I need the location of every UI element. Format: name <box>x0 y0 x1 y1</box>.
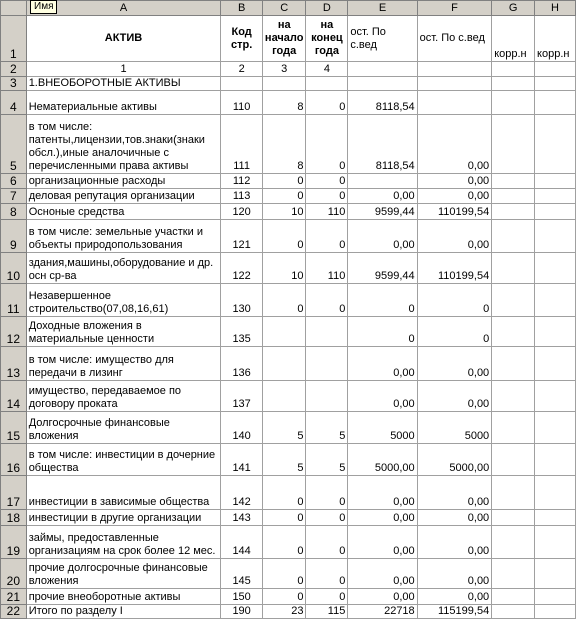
cell-code[interactable]: 121 <box>221 220 263 253</box>
cell-start-year[interactable] <box>262 317 306 347</box>
cell-end-year[interactable] <box>306 381 348 412</box>
cell-aktiv[interactable]: Незавершенное строительство(07,08,16,61) <box>26 284 221 317</box>
cell-f[interactable]: 0 <box>417 317 492 347</box>
cell-f[interactable]: 0,00 <box>417 220 492 253</box>
row-header[interactable]: 15 <box>1 412 27 444</box>
cell-aktiv[interactable]: Нематериальные активы <box>26 91 221 115</box>
column-header-g[interactable]: G <box>492 1 535 16</box>
cell-h[interactable] <box>535 115 576 174</box>
cell-h[interactable] <box>535 174 576 189</box>
cell-h[interactable] <box>535 381 576 412</box>
cell-g[interactable] <box>492 510 535 526</box>
cell-start-year[interactable]: 10 <box>262 253 306 284</box>
cell-header-end-year[interactable]: на конец года <box>306 16 348 62</box>
cell-h[interactable] <box>535 476 576 510</box>
cell-h[interactable] <box>535 559 576 589</box>
cell-g[interactable] <box>492 115 535 174</box>
cell-e[interactable]: 0,00 <box>348 189 417 204</box>
row-header[interactable]: 11 <box>1 284 27 317</box>
cell-start-year[interactable] <box>262 347 306 381</box>
cell-header-e[interactable]: ост. По с.вед <box>348 16 417 62</box>
cell-start-year[interactable]: 0 <box>262 510 306 526</box>
cell-f[interactable]: 5000,00 <box>417 444 492 476</box>
table-row <box>1 510 576 526</box>
cell-h[interactable] <box>535 444 576 476</box>
cell-start-year[interactable]: 0 <box>262 174 306 189</box>
cell-g[interactable] <box>492 381 535 412</box>
column-header-f[interactable]: F <box>417 1 492 16</box>
cell[interactable] <box>492 62 535 77</box>
table-row <box>1 189 576 204</box>
cell-g[interactable] <box>492 91 535 115</box>
cell-aktiv[interactable]: Долгосрочные финансовые вложения <box>26 412 221 444</box>
cell-g[interactable] <box>492 476 535 510</box>
cell[interactable] <box>417 62 492 77</box>
cell-f[interactable]: 0,00 <box>417 510 492 526</box>
cell-header-aktiv[interactable]: АКТИВ <box>26 16 221 62</box>
cell-e[interactable]: 5000 <box>348 412 417 444</box>
cell-f[interactable]: 0,00 <box>417 174 492 189</box>
name-box-tooltip: Имя <box>30 0 57 14</box>
table-row <box>1 444 576 476</box>
cell-end-year[interactable]: 0 <box>306 220 348 253</box>
cell-aktiv[interactable]: Итого по разделу I <box>26 605 221 619</box>
cell-e[interactable]: 0,00 <box>348 589 417 605</box>
cell-end-year[interactable]: 0 <box>306 476 348 510</box>
cell-code[interactable]: 144 <box>221 526 263 559</box>
cell-g[interactable] <box>492 77 535 91</box>
cell-end-year[interactable]: 110 <box>306 204 348 220</box>
cell-start-year[interactable]: 5 <box>262 412 306 444</box>
cell-h[interactable] <box>535 526 576 559</box>
cell-end-year[interactable]: 0 <box>306 510 348 526</box>
cell-e[interactable]: 9599,44 <box>348 253 417 284</box>
cell-aktiv[interactable]: деловая репутация организации <box>26 189 221 204</box>
cell-e[interactable]: 8118,54 <box>348 115 417 174</box>
table-row <box>1 220 576 253</box>
cell-code[interactable]: 110 <box>221 91 263 115</box>
cell-end-year[interactable]: 110 <box>306 253 348 284</box>
cell-h[interactable] <box>535 412 576 444</box>
cell-aktiv[interactable]: в том числе: патенты,лицензии,тов.знаки(знаки обсл.),иные аналочичные с перечисленными права активы <box>26 115 221 174</box>
cell-end-year[interactable]: 0 <box>306 91 348 115</box>
cell-code[interactable]: 142 <box>221 476 263 510</box>
cell-f[interactable]: 0,00 <box>417 115 492 174</box>
cell-h[interactable] <box>535 347 576 381</box>
table-row <box>1 115 576 174</box>
cell-f[interactable]: 0,00 <box>417 526 492 559</box>
table-row <box>1 317 576 347</box>
cell-aktiv[interactable]: инвестиции в зависимые общества <box>26 476 221 510</box>
cell-h[interactable] <box>535 317 576 347</box>
cell-e[interactable]: 0,00 <box>348 381 417 412</box>
table-row <box>1 526 576 559</box>
row-header[interactable]: 4 <box>1 91 27 115</box>
cell-end-year[interactable]: 0 <box>306 589 348 605</box>
cell-aktiv[interactable]: 1.ВНЕОБОРОТНЫЕ АКТИВЫ <box>26 77 221 91</box>
row-header[interactable]: 10 <box>1 253 27 284</box>
row-header[interactable]: 16 <box>1 444 27 476</box>
select-all-corner[interactable] <box>1 1 27 16</box>
cell-g[interactable] <box>492 189 535 204</box>
cell-aktiv[interactable]: инвестиции в другие организации <box>26 510 221 526</box>
cell-aktiv[interactable]: в том числе: имущество для передачи в лизинг <box>26 347 221 381</box>
table-row <box>1 91 576 115</box>
cell-start-year[interactable]: 8 <box>262 115 306 174</box>
cell-code[interactable]: 190 <box>221 605 263 619</box>
cell-e[interactable]: 0,00 <box>348 347 417 381</box>
cell-start-year[interactable]: 0 <box>262 526 306 559</box>
cell-end-year[interactable] <box>306 347 348 381</box>
cell-start-year[interactable] <box>262 381 306 412</box>
cell-g[interactable] <box>492 220 535 253</box>
table-row <box>1 412 576 444</box>
row-header[interactable]: 9 <box>1 220 27 253</box>
cell-start-year[interactable]: 0 <box>262 476 306 510</box>
cell-col-number[interactable]: 3 <box>262 62 306 77</box>
cell-f[interactable]: 110199,54 <box>417 253 492 284</box>
cell-code[interactable]: 143 <box>221 510 263 526</box>
cell-code[interactable]: 130 <box>221 284 263 317</box>
cell-code[interactable]: 150 <box>221 589 263 605</box>
cell-code[interactable]: 140 <box>221 412 263 444</box>
cell-end-year[interactable]: 0 <box>306 526 348 559</box>
table-row <box>1 174 576 189</box>
cell-end-year[interactable] <box>306 77 348 91</box>
cell-code[interactable]: 111 <box>221 115 263 174</box>
cell-e[interactable] <box>348 77 417 91</box>
cell-header-h[interactable]: корр.н <box>535 16 576 62</box>
cell-aktiv[interactable]: прочие внеоборотные активы <box>26 589 221 605</box>
column-header-a[interactable]: A <box>26 1 221 16</box>
table-row <box>1 204 576 220</box>
cell-aktiv[interactable]: займы, предоставленные организациям на срок более 12 мес. <box>26 526 221 559</box>
cell-g[interactable] <box>492 347 535 381</box>
cell-code[interactable]: 141 <box>221 444 263 476</box>
cell-col-number[interactable]: 1 <box>26 62 221 77</box>
cell-aktiv[interactable]: в том числе: земельные участки и объекты природопользования <box>26 220 221 253</box>
cell-e[interactable]: 8118,54 <box>348 91 417 115</box>
cell-start-year[interactable]: 0 <box>262 589 306 605</box>
cell-f[interactable]: 0,00 <box>417 381 492 412</box>
cell[interactable] <box>535 62 576 77</box>
cell-h[interactable] <box>535 91 576 115</box>
column-header-d[interactable]: D <box>306 1 348 16</box>
cell-f[interactable]: 115199,54 <box>417 605 492 619</box>
cell-e[interactable]: 0,00 <box>348 510 417 526</box>
row-header[interactable]: 20 <box>1 559 27 589</box>
cell-h[interactable] <box>535 189 576 204</box>
cell-col-number[interactable]: 2 <box>221 62 263 77</box>
cell-f[interactable]: 0,00 <box>417 347 492 381</box>
cell-f[interactable]: 0,00 <box>417 589 492 605</box>
cell-code[interactable]: 122 <box>221 253 263 284</box>
cell-f[interactable]: 0,00 <box>417 476 492 510</box>
row-header[interactable]: 13 <box>1 347 27 381</box>
cell-end-year[interactable]: 0 <box>306 189 348 204</box>
cell-g[interactable] <box>492 559 535 589</box>
cell-code[interactable]: 137 <box>221 381 263 412</box>
cell-g[interactable] <box>492 174 535 189</box>
cell-end-year[interactable]: 0 <box>306 559 348 589</box>
cell-start-year[interactable]: 8 <box>262 91 306 115</box>
table-row <box>1 253 576 284</box>
cell-header-g[interactable]: корр.н <box>492 16 535 62</box>
cell-end-year[interactable]: 0 <box>306 284 348 317</box>
cell-aktiv[interactable]: прочие долгосрочные финансовые вложения <box>26 559 221 589</box>
cell-g[interactable] <box>492 317 535 347</box>
cell-start-year[interactable] <box>262 77 306 91</box>
table-row <box>1 284 576 317</box>
cell-code[interactable]: 136 <box>221 347 263 381</box>
cell-start-year[interactable]: 0 <box>262 220 306 253</box>
cell-e[interactable]: 0,00 <box>348 526 417 559</box>
cell-g[interactable] <box>492 444 535 476</box>
cell-h[interactable] <box>535 220 576 253</box>
cell-g[interactable] <box>492 526 535 559</box>
cell-f[interactable]: 5000 <box>417 412 492 444</box>
cell-f[interactable]: 0,00 <box>417 559 492 589</box>
cell-h[interactable] <box>535 284 576 317</box>
table-row <box>1 77 576 91</box>
cell-e[interactable]: 22718 <box>348 605 417 619</box>
row-header[interactable]: 1 <box>1 16 27 62</box>
cell-e[interactable]: 5000,00 <box>348 444 417 476</box>
cell-header-f[interactable]: ост. По с.вед <box>417 16 492 62</box>
cell-code[interactable]: 112 <box>221 174 263 189</box>
column-header-c[interactable]: C <box>262 1 306 16</box>
cell-f[interactable]: 110199,54 <box>417 204 492 220</box>
cell-f[interactable]: 0,00 <box>417 189 492 204</box>
row-header[interactable]: 19 <box>1 526 27 559</box>
row-header[interactable]: 17 <box>1 476 27 510</box>
table-row <box>1 381 576 412</box>
cell-f[interactable]: 0 <box>417 284 492 317</box>
cell-h[interactable] <box>535 589 576 605</box>
table-row <box>1 559 576 589</box>
row-header[interactable]: 6 <box>1 174 27 189</box>
cell-start-year[interactable]: 0 <box>262 189 306 204</box>
cell-f[interactable] <box>417 91 492 115</box>
cell-code[interactable]: 120 <box>221 204 263 220</box>
cell-e[interactable]: 0,00 <box>348 476 417 510</box>
cell-end-year[interactable]: 0 <box>306 174 348 189</box>
row-header[interactable]: 3 <box>1 77 27 91</box>
cell-e[interactable] <box>348 174 417 189</box>
cell-aktiv[interactable]: здания,машины,оборудование и др. осн ср-ва <box>26 253 221 284</box>
cell-g[interactable] <box>492 412 535 444</box>
cell-start-year[interactable]: 0 <box>262 559 306 589</box>
cell-g[interactable] <box>492 253 535 284</box>
cell-h[interactable] <box>535 77 576 91</box>
cell-code[interactable]: 135 <box>221 317 263 347</box>
cell-g[interactable] <box>492 204 535 220</box>
table-row <box>1 347 576 381</box>
cell-header-start-year[interactable]: на начало года <box>262 16 306 62</box>
table-row <box>1 589 576 605</box>
row-header[interactable]: 12 <box>1 317 27 347</box>
row-header[interactable]: 8 <box>1 204 27 220</box>
column-header-h[interactable]: H <box>535 1 576 16</box>
cell-code[interactable]: 113 <box>221 189 263 204</box>
cell-e[interactable]: 0 <box>348 284 417 317</box>
cell-aktiv[interactable]: Осноные средства <box>26 204 221 220</box>
cell-e[interactable]: 9599,44 <box>348 204 417 220</box>
cell-e[interactable]: 0,00 <box>348 559 417 589</box>
column-header-b[interactable]: B <box>221 1 263 16</box>
cell-aktiv[interactable]: Доходные вложения в материальные ценности <box>26 317 221 347</box>
column-header-e[interactable]: E <box>348 1 417 16</box>
row-header[interactable]: 18 <box>1 510 27 526</box>
cell-h[interactable] <box>535 253 576 284</box>
cell-start-year[interactable]: 5 <box>262 444 306 476</box>
cell-end-year[interactable]: 115 <box>306 605 348 619</box>
cell-end-year[interactable]: 5 <box>306 444 348 476</box>
cell-aktiv[interactable]: организационные расходы <box>26 174 221 189</box>
cell-f[interactable] <box>417 77 492 91</box>
cell-e[interactable]: 0,00 <box>348 220 417 253</box>
cell-start-year[interactable]: 23 <box>262 605 306 619</box>
cell-end-year[interactable] <box>306 317 348 347</box>
cell-g[interactable] <box>492 284 535 317</box>
row-header[interactable]: 14 <box>1 381 27 412</box>
row-header[interactable]: 7 <box>1 189 27 204</box>
table-row <box>1 476 576 510</box>
cell-code[interactable] <box>221 77 263 91</box>
row-header[interactable]: 2 <box>1 62 27 77</box>
cell-col-number[interactable]: 4 <box>306 62 348 77</box>
cell-e[interactable]: 0 <box>348 317 417 347</box>
cell-aktiv[interactable]: в том числе: инвестиции в дочерние общества <box>26 444 221 476</box>
cell-aktiv[interactable]: имущество, передаваемое по договору проката <box>26 381 221 412</box>
cell-end-year[interactable]: 5 <box>306 412 348 444</box>
cell-h[interactable] <box>535 204 576 220</box>
cell-g[interactable] <box>492 589 535 605</box>
row-header[interactable]: 22 <box>1 605 27 619</box>
row-header[interactable]: 21 <box>1 589 27 605</box>
cell-code[interactable]: 145 <box>221 559 263 589</box>
cell-h[interactable] <box>535 510 576 526</box>
cell-header-code[interactable]: Код стр. <box>221 16 263 62</box>
cell-end-year[interactable]: 0 <box>306 115 348 174</box>
cell[interactable] <box>348 62 417 77</box>
row-header[interactable]: 5 <box>1 115 27 174</box>
cell-start-year[interactable]: 0 <box>262 284 306 317</box>
cell-start-year[interactable]: 10 <box>262 204 306 220</box>
